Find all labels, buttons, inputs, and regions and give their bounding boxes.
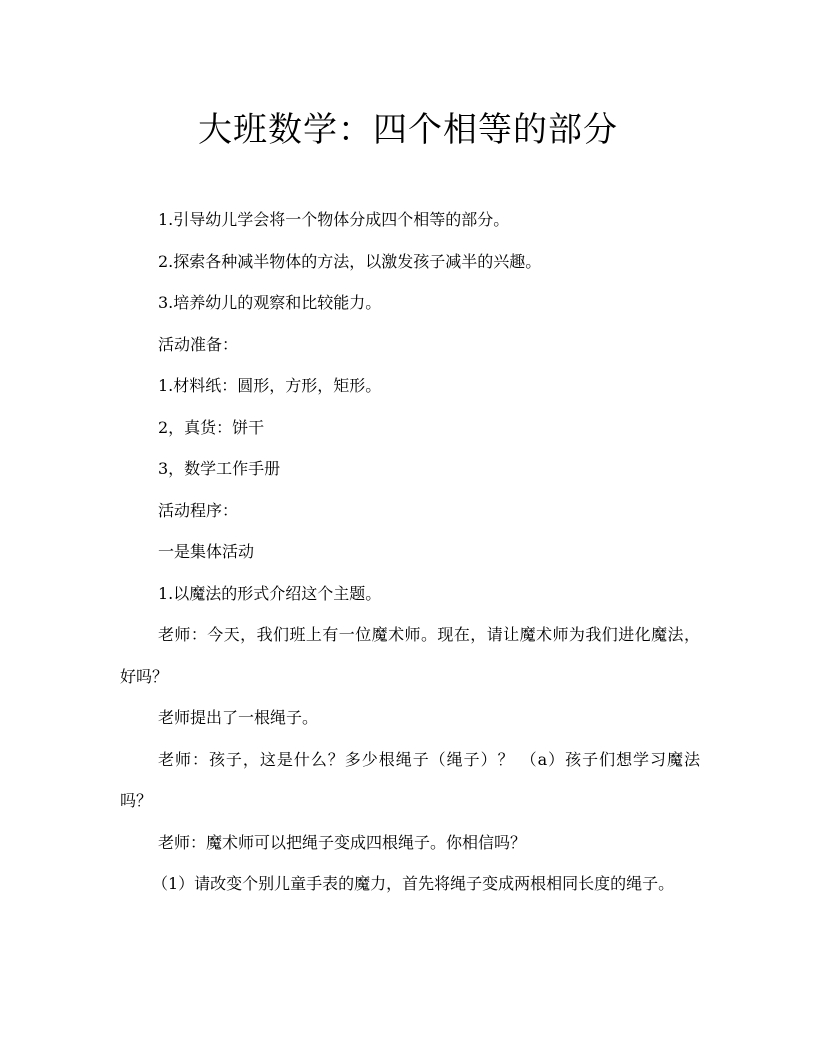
document-title: 大班数学：四个相等的部分 — [198, 110, 618, 150]
procedure-part-1: 一是集体活动 — [158, 542, 255, 561]
teacher-dialogue-1: 老师：今天，我们班上有一位魔术师。现在，请让魔术师为我们进化魔法，好吗？ — [120, 625, 700, 686]
activity-step-1: （1）请改变个别儿童手表的魔力，首先将绳子变成两根相同长度的绳子。 — [152, 874, 675, 893]
section-heading-procedure: 活动程序： — [158, 500, 239, 520]
document-body — [120, 199, 700, 905]
objective-1: 1.引导幼儿学会将一个物体分成四个相等的部分。 — [158, 210, 510, 229]
teacher-dialogue-2: 老师：孩子，这是什么？多少根绳子（绳子）？ （a）孩子们想学习魔法吗？ — [120, 749, 700, 810]
teacher-action-1: 老师提出了一根绳子。 — [158, 708, 319, 727]
procedure-step-1: 1.以魔法的形式介绍这个主题。 — [158, 583, 382, 603]
preparation-item-2: 2，真货：饼干 — [158, 417, 265, 437]
preparation-item-1: 1.材料纸：圆形，方形，矩形。 — [158, 376, 382, 395]
objective-3: 3.培养幼儿的观察和比较能力。 — [158, 293, 382, 312]
objective-2: 2.探索各种减半物体的方法，以激发孩子减半的兴趣。 — [158, 251, 542, 271]
preparation-item-3: 3，数学工作手册 — [158, 459, 281, 478]
section-heading-preparation: 活动准备： — [158, 334, 239, 354]
teacher-dialogue-3: 老师：魔术师可以把绳子变成四根绳子。你相信吗？ — [158, 832, 527, 852]
